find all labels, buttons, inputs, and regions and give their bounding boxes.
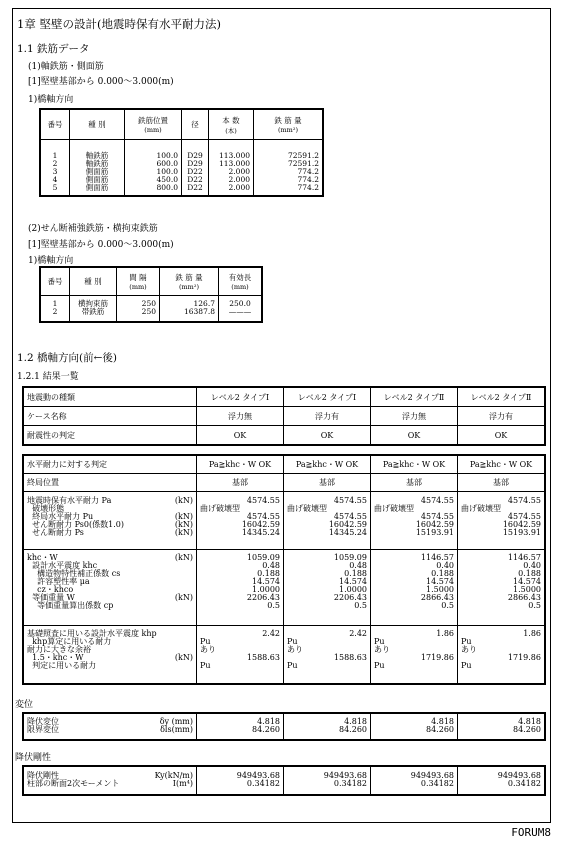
block2-col-4: 1146.57 0.40 0.188 14.574 1.5000 2866.43 0.5 (458, 550, 545, 626)
cell-no: 1 2 3 4 5 (41, 140, 70, 196)
label-judge: 耐震性の判定 (24, 426, 197, 445)
cell-type: 軸鉄筋 軸鉄筋 側面筋 側面筋 側面筋 (70, 140, 125, 196)
stiff-title: 降伏剛性 (15, 753, 52, 763)
col-header-area: 鉄 筋 量 (mm²) (254, 110, 323, 140)
block1-col-3: 4574.55 曲げ破壊型 4574.55 16042.59 15193.91 (371, 492, 458, 550)
col-header-area: 鉄 筋 量 (mm²) (160, 268, 219, 296)
capacity-judge-1: Pa≧khc・W OK (197, 456, 284, 474)
stiff-labels: 降伏剛性 Ky(kN/m) 柱部の断面2次モーメント I(m⁴) (24, 767, 197, 795)
block1-col-1: 4574.55 曲げ破壊型 4574.55 16042.59 14345.24 (197, 492, 284, 550)
shear-range: [1]堅壁基部から 0.000～3.000(m) (28, 240, 174, 250)
block3-labels: 基礎照査に用いる設計水平震度 khp khp算定に用いる耐力 耐力に大きな余裕 1.5・khc・W (kN) 判定に用いる耐力 (24, 626, 197, 684)
col-header-type: 種 別 (70, 268, 117, 296)
judge-2: OK (284, 426, 371, 445)
judge-1: OK (197, 426, 284, 445)
capacity-judge-3: Pa≧khc・W OK (371, 456, 458, 474)
disp-table (23, 713, 545, 740)
capacity-judge-4: Pa≧khc・W OK (458, 456, 545, 474)
footer-brand: FORUM8 (511, 826, 551, 839)
cell-area: 126.7 16387.8 (160, 296, 219, 322)
axial-range: [1]堅壁基部から 0.000～3.000(m) (28, 77, 174, 87)
section-title-direction: 1.2 橋軸方向(前←後) (17, 352, 118, 364)
eq-type-3: レベル2 タイプⅡ (371, 388, 458, 407)
stiff-col-4: 949493.68 0.34182 (458, 767, 545, 795)
disp-col-1: 4.818 84.260 (197, 714, 284, 740)
cell-spacing: 250 250 (117, 296, 160, 322)
chapter-title: 1章 堅壁の設計(地震時保有水平耐力法) (17, 17, 221, 31)
label-eq-type: 地震動の種類 (24, 388, 197, 407)
ultimate-pos-4: 基部 (458, 474, 545, 492)
col-header-no: 番号 (41, 110, 70, 140)
cell-no: 1 2 (41, 296, 70, 322)
disp-title: 変位 (15, 700, 34, 710)
block3-col-3: 1.86 Pu あり 1719.86 Pu (371, 626, 458, 684)
label-capacity-judge: 水平耐力に対する判定 (24, 456, 197, 474)
judge-3: OK (371, 426, 458, 445)
cell-count: 113.000 113.000 2.000 2.000 2.000 (209, 140, 254, 196)
axial-title: (1)軸鉄筋・側面筋 (28, 62, 104, 72)
col-header-eff-len: 有効長 (mm) (219, 268, 262, 296)
disp-labels: 降伏変位 δy (mm) 限界変位 δls(mm) (24, 714, 197, 740)
stiff-col-3: 949493.68 0.34182 (371, 767, 458, 795)
block3-col-4: 1.86 Pu あり 1719.86 Pu (458, 626, 545, 684)
eq-type-1: レベル2 タイプⅠ (197, 388, 284, 407)
ultimate-pos-1: 基部 (197, 474, 284, 492)
case-4: 浮力有 (458, 407, 545, 426)
ultimate-pos-3: 基部 (371, 474, 458, 492)
disp-col-4: 4.818 84.260 (458, 714, 545, 740)
block1-col-4: 4574.55 曲げ破壊型 4574.55 16042.59 15193.91 (458, 492, 545, 550)
col-header-no: 番号 (41, 268, 70, 296)
col-header-type: 種 別 (70, 110, 125, 140)
axial-direction: 1)橋軸方向 (28, 95, 74, 105)
ultimate-pos-2: 基部 (284, 474, 371, 492)
capacity-judge-2: Pa≧khc・W OK (284, 456, 371, 474)
col-header-pos: 鉄筋位置 (mm) (125, 110, 182, 140)
label-case: ケース名称 (24, 407, 197, 426)
col-header-dia: 径 (182, 110, 209, 140)
block2-col-3: 1146.57 0.40 0.188 14.574 1.5000 2866.43 0.5 (371, 550, 458, 626)
stiff-col-2: 949493.68 0.34182 (284, 767, 371, 795)
col-header-spacing: 間 隔 (mm) (117, 268, 160, 296)
cell-type: 横拘束筋 帯鉄筋 (70, 296, 117, 322)
case-1: 浮力無 (197, 407, 284, 426)
section-title-rebar: 1.1 鉄筋データ (17, 43, 90, 55)
col-header-count: 本 数 (本) (209, 110, 254, 140)
block2-labels: khc・W (kN) 設計水平震度 khc 構造物特性補正係数 cs 許容塑性率 μa cz・khco 等価重量 W (kN) 等価重量算出係数 cp (24, 550, 197, 626)
shear-direction: 1)橋軸方向 (28, 256, 74, 266)
disp-col-3: 4.818 84.260 (371, 714, 458, 740)
label-ultimate-pos: 終局位置 (24, 474, 197, 492)
stiff-col-1: 949493.68 0.34182 (197, 767, 284, 795)
block1-labels: 地震時保有水平耐力 Pa (kN) 破壊形態 終局水平耐力 Pu (kN) せん断耐力 Ps0(係数1.0) (kN) せん断耐力 Ps (kN) (24, 492, 197, 550)
cell-dia: D29 D29 D22 D22 D22 (182, 140, 209, 196)
summary-table (23, 387, 545, 445)
block2-col-1: 1059.09 0.48 0.188 14.574 1.0000 2206.43 0.5 (197, 550, 284, 626)
eq-type-4: レベル2 タイプⅡ (458, 388, 545, 407)
stiff-table (23, 766, 545, 795)
shear-title: (2)せん断補強鉄筋・横拘束鉄筋 (28, 224, 158, 234)
shear-rebar-table (40, 267, 262, 322)
case-3: 浮力無 (371, 407, 458, 426)
section-title-results: 1.2.1 結果一覧 (17, 372, 79, 382)
eq-type-2: レベル2 タイプⅠ (284, 388, 371, 407)
case-2: 浮力有 (284, 407, 371, 426)
capacity-table (23, 455, 545, 684)
cell-pos: 100.0 600.0 100.0 450.0 800.0 (125, 140, 182, 196)
block1-col-2: 4574.55 曲げ破壊型 4574.55 16042.59 14345.24 (284, 492, 371, 550)
block3-col-1: 2.42 Pu あり 1588.63 Pu (197, 626, 284, 684)
axial-rebar-table (40, 109, 323, 196)
cell-eff-len: 250.0 ——— (219, 296, 262, 322)
block2-col-2: 1059.09 0.48 0.188 14.574 1.0000 2206.43 0.5 (284, 550, 371, 626)
block3-col-2: 2.42 Pu あり 1588.63 Pu (284, 626, 371, 684)
disp-col-2: 4.818 84.260 (284, 714, 371, 740)
cell-area: 72591.2 72591.2 774.2 774.2 774.2 (254, 140, 323, 196)
judge-4: OK (458, 426, 545, 445)
